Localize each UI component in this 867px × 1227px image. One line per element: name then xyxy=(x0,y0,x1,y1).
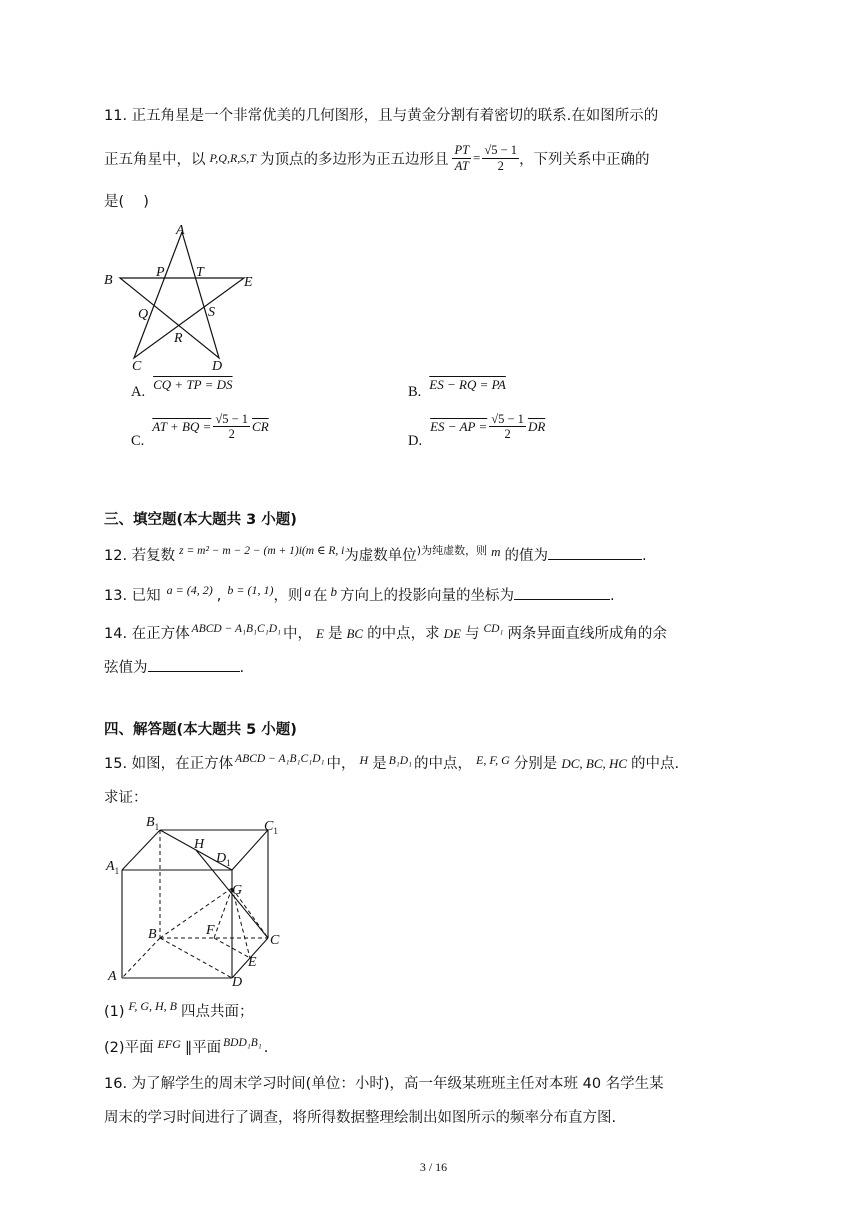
q15-p2-mid: ∥平面 xyxy=(184,1040,222,1056)
q11-ratio-value xyxy=(482,143,519,173)
q15-p2-label: (2)平面 xyxy=(104,1040,154,1056)
star-label-S: S xyxy=(208,305,215,320)
cube-label-F: F xyxy=(206,923,215,938)
section-4-heading: 四、解答题(本大题共 5 小题) xyxy=(104,722,297,738)
q11-ratio-den: AT xyxy=(454,158,469,173)
q11-ratio-fraction xyxy=(452,143,471,173)
q15-part1 xyxy=(104,1000,254,1021)
q11-ratio-eq: = xyxy=(473,150,481,165)
q11-line2-text-c: ，下列关系中正确的 xyxy=(519,151,650,168)
q13-end: . xyxy=(609,588,615,604)
cube-label-C1: $C_1$ xyxy=(264,819,278,836)
q11-option-c xyxy=(131,412,269,450)
q13-text-c: 在 xyxy=(312,588,328,604)
q15-p2-b: BDD₁B₁ xyxy=(223,1037,262,1049)
cube-label-D1: $D_1$ xyxy=(216,851,231,868)
star-label-B: B xyxy=(104,273,113,288)
q15-p1-text: 四点共面； xyxy=(181,1004,254,1020)
option-d-expr-left: ES − AP = xyxy=(430,418,488,434)
option-a-expr: CQ + TP = DS xyxy=(153,377,233,392)
q13-vec-a: a = (4, 2) xyxy=(166,583,213,597)
q15-text-c: 是 xyxy=(372,756,387,772)
cube-figure xyxy=(100,808,300,992)
q11-line1: 11. 正五角星是一个非常优美的几何图形，且与黄金分割有着密切的联系.在如图所示的 xyxy=(104,108,659,124)
q14-text-c: 是 xyxy=(327,626,343,642)
q12-text-c: )为纯虚数，则 xyxy=(416,544,488,557)
q11-vertex-vars: P,Q,R,S,T xyxy=(209,150,256,165)
q13-text-a: 13. 已知 xyxy=(104,588,161,604)
q15-EFG: E, F, G xyxy=(476,753,510,767)
star-label-C: C xyxy=(132,359,142,374)
option-d-fraction xyxy=(489,412,526,442)
q15-p1-label: (1) xyxy=(104,1004,125,1020)
star-label-R: R xyxy=(174,331,183,346)
q14-text-d: 的中点，求 xyxy=(367,626,440,642)
q15-B1D1: B₁D₁ xyxy=(388,755,413,767)
q13-vb: b xyxy=(330,584,337,599)
q11-line2-text-a: 正五角星中，以 xyxy=(104,151,206,168)
option-c-expr-left: AT + BQ = xyxy=(152,418,212,434)
q12 xyxy=(104,544,647,565)
page-number: 3 / 16 xyxy=(419,1160,448,1174)
q15-line1 xyxy=(104,752,679,773)
q11-ratio-val-num: √5 − 1 xyxy=(484,143,518,158)
q14-text-a: 14. 在正方体 xyxy=(104,626,190,642)
option-c-frac-num: √5 − 1 xyxy=(215,412,249,426)
option-a-label: A. xyxy=(131,384,146,400)
cube-label-H: H xyxy=(194,837,205,852)
q16-line1: 16. 为了解学生的周末学习时间(单位：小时)，高一年级某班班主任对本班 40 名学生某 xyxy=(104,1076,664,1092)
q14-answer-blank[interactable] xyxy=(148,659,240,672)
q15-H: H xyxy=(359,753,369,767)
cube-hidden-edges xyxy=(122,830,268,978)
q15-text-a: 15. 如图，在正方体 xyxy=(104,756,234,772)
q12-answer-blank[interactable] xyxy=(548,547,642,560)
cube-label-A: A xyxy=(108,969,117,984)
pentagram-figure xyxy=(100,218,270,378)
option-c-fraction xyxy=(213,412,250,442)
star-label-D: D xyxy=(212,359,223,374)
q14-end: . xyxy=(239,660,245,676)
q11-line2-text-b: 为顶点的多边形为正五边形且 xyxy=(259,151,449,168)
q11-line2 xyxy=(104,138,650,178)
q12-text-d: 的值为 xyxy=(504,548,548,564)
q15-text-d: 的中点， xyxy=(414,756,473,772)
q13 xyxy=(104,584,615,605)
q11-ratio-num: PT xyxy=(454,143,470,158)
option-b-expr: ES − RQ = PA xyxy=(429,377,506,392)
star-label-Q: Q xyxy=(138,307,149,322)
q11-ratio-val-den: 2 xyxy=(497,158,504,173)
q15-p2-end: . xyxy=(263,1040,269,1056)
q13-text-d: 方向上的投影向量的坐标为 xyxy=(339,588,514,604)
option-c-label: C. xyxy=(131,432,145,449)
q14-E: E xyxy=(316,626,324,641)
cube-label-A1: $A_1$ xyxy=(106,859,120,876)
q11-option-a xyxy=(131,377,233,401)
cube-label-B1: $B_1$ xyxy=(146,815,160,832)
option-d-label: D. xyxy=(408,432,423,449)
q14-CD1: CD₁ xyxy=(483,623,504,635)
option-d-frac-den: 2 xyxy=(504,427,511,442)
q15-text-f: 的中点. xyxy=(631,756,680,772)
q15-part2 xyxy=(104,1036,268,1057)
option-d-expr-right: $\overline{DR}$ xyxy=(527,418,546,434)
q14-line1 xyxy=(104,622,667,643)
q11-option-d xyxy=(408,412,546,450)
cube-label-B: B xyxy=(148,927,157,942)
q14-text-f: 两条异面直线所成角的余 xyxy=(507,626,667,642)
cube-label-D: D xyxy=(232,975,243,990)
q14-DE: DE xyxy=(443,626,461,641)
star-label-A: A xyxy=(176,223,185,238)
q15-mids: DC, BC, HC xyxy=(561,756,628,771)
q12-text-a: 12. 若复数 xyxy=(104,548,176,564)
option-b-label: B. xyxy=(408,384,422,400)
q14-text-b: 中， xyxy=(283,626,313,642)
star-label-T: T xyxy=(196,265,204,280)
q15-line2: 求证： xyxy=(104,790,148,806)
q12-expr: z = m² − m − 2 − (m + 1)i(m ∈ R, i xyxy=(179,545,345,557)
q15-p1-vars: F, G, H, B xyxy=(128,999,177,1013)
q15-text-b: 中， xyxy=(326,756,356,772)
q13-va: a xyxy=(304,584,311,599)
q14-cube: ABCD − A₁B₁C₁D₁ xyxy=(191,623,282,635)
q14-line2-text: 弦值为 xyxy=(104,660,148,676)
q13-text-b: ，则 xyxy=(273,588,303,604)
q14-line2 xyxy=(104,656,244,677)
cube-label-C: C xyxy=(270,933,280,948)
q14-text-e: 与 xyxy=(464,626,480,642)
q13-sep: , xyxy=(216,588,222,604)
q15-text-e: 分别是 xyxy=(513,756,558,772)
q12-var: m xyxy=(491,544,501,559)
section-3-heading: 三、填空题(本大题共 3 小题) xyxy=(104,512,297,528)
q11-line3: 是( ) xyxy=(104,194,149,210)
q11-option-b xyxy=(408,377,506,401)
q13-vec-b: b = (1, 1) xyxy=(227,583,274,597)
q16-line2: 周末的学习时间进行了调查，将所得数据整理绘制出如图所示的频率分布直方图. xyxy=(104,1110,617,1126)
q14-BC: BC xyxy=(346,626,364,641)
option-c-frac-den: 2 xyxy=(228,427,235,442)
option-d-frac-num: √5 − 1 xyxy=(491,412,524,426)
star-label-P: P xyxy=(156,265,165,280)
q12-end: . xyxy=(641,548,647,564)
q15-p2-a: EFG xyxy=(157,1037,181,1051)
cube-label-E: E xyxy=(248,955,257,970)
q15-cube: ABCD − A₁B₁C₁D₁ xyxy=(235,753,325,765)
cube-label-G: G xyxy=(232,883,243,898)
q13-answer-blank[interactable] xyxy=(514,587,610,600)
q12-text-b: 为虚数单位 xyxy=(344,548,417,564)
option-c-expr-right: $\overline{CR}$ xyxy=(252,418,269,434)
star-label-E: E xyxy=(244,275,253,290)
